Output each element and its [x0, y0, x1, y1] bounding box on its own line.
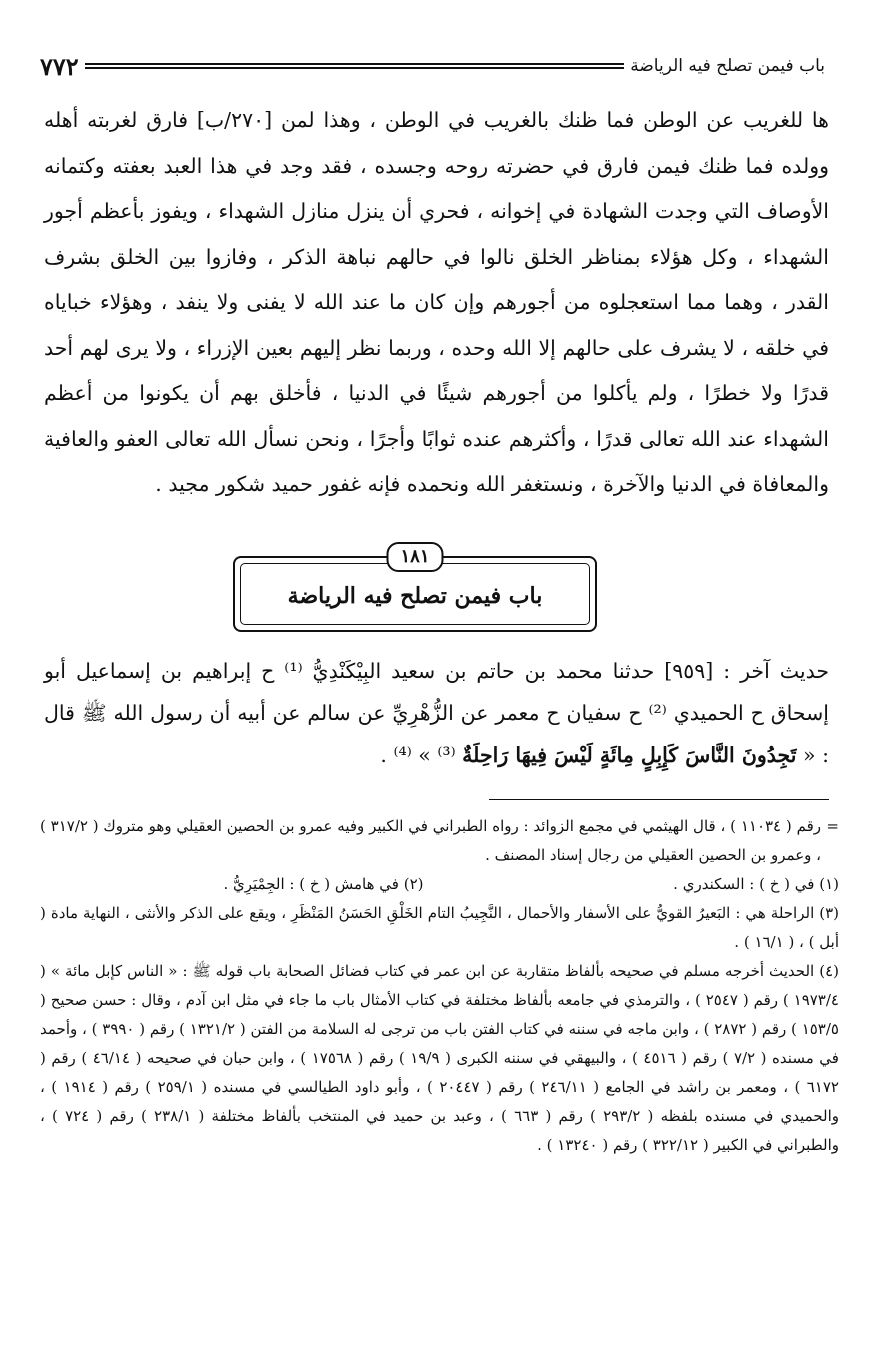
- header-double-rule: [85, 63, 625, 69]
- chapter-number: ١٨١: [386, 542, 443, 572]
- chapter-heading-box: [233, 546, 597, 632]
- hadith-paragraph: [44, 650, 829, 776]
- running-title: باب فيمن تصلح فيه الرياضة: [630, 56, 825, 76]
- main-paragraph: ها للغريب عن الوطن فما ظنك بالغريب في الوطن ، وهذا لمن [٢٧٠/ب] فارق لغربته أهله وولده فما ظنك فيمن فارق في حضرته روحه وجسده ، فقد وجد في هذا العبد بعفته وكتمانه الأوصاف التي وجدت الشهادة في إخوانه ، فحري أن ينزل منازل الشهداء ، ويفوز بأعظم أجور الشهداء ، وكل هؤلاء بمناظر الخلق نالوا في حالهم نباهة الذكر ، وفازوا بين الخلق بشرف القدر ، وهما مما استعجلوه من أجورهم وإن كان ما عند الله لا يفنى ولا ينفد ، وهؤلاء خباياه في خلقه ، لا يشرف على حالهم إلا الله وحده ، وربما نظر إليهم بعين الإزراء ، ولا يرى لهم أحد قدرًا ولا خطرًا ، ولم يأكلوا من أجورهم شيئًا في الدنيا ، فأخلق بهم أن يكونوا من أعظم الشهداء عند الله تعالى قدرًا ، وأكثرهم عنده ثوابًا وأجرًا ، ونحن نسأل الله تعالى العفو والعافية والمعافاة في الدنيا والآخرة ، ونستغفر الله ونحمده فإنه غفور حميد شكور مجيد .: [44, 108, 829, 496]
- footnote-2: (٢) في هامش ( خ ) : الجِمْيَرِيُّ .: [223, 875, 424, 893]
- footnote-row-1-2: [40, 870, 839, 899]
- footnote-continuation: [40, 812, 839, 870]
- footnote-3: (٣) الراحلة هي : البَعيرُ القويُّ على الأسفار والأحمال ، النَّجِيبُ التام الخَلْقِ الحَسَنُ المَنْظَرِ ، ويقع على الذكر والأنثى ، النهاية مادة ( أبل ) ، ( ١٦/١ ) .: [40, 904, 839, 951]
- footnotes: [40, 812, 839, 1160]
- footnote-1: (١) في ( خ ) : السكندري .: [673, 875, 839, 893]
- footnote-4: (٤) الحديث أخرجه مسلم في صحيحه بألفاظ متقاربة عن ابن عمر في كتاب فضائل الصحابة باب قوله ﷺ : « الناس كإبل مائة » ( ١٩٧٣/٤ ) رقم ( ٢٥٤٧ ) ، والترمذي في جامعه بألفاظ مختلفة في كتاب الأمثال باب ما جاء في مثل ابن آدم ، وقال : حسن صحيح ( ١٥٣/٥ ) رقم ( ٢٨٧٢ ) ، وابن ماجه في سننه في كتاب الفتن باب من ترجى له السلامة من الفتن ( ١٣٢١/٢ ) رقم ( ٣٩٩٠ ) ، وأحمد في مسنده ( ٧/٢ ) رقم ( ٤٥١٦ ) ، والبيهقي في سننه الكبرى ( ١٩/٩ ) رقم ( ١٧٥٦٨ ) ، وابن حبان في صحيحه ( ٤٦/١٤ ) رقم ( ٦١٧٢ ) ، ومعمر بن راشد في الجامع ( ٢٤٦/١١ ) رقم ( ٢٠٤٤٧ ) ، وأبو داود الطيالسي في مسنده ( ٢٥٩/١ ) رقم ( ١٩١٤ ) ، والحميدي في مسنده بلفظه ( ٢٩٣/٢ ) رقم ( ٦٦٣ ) ، وعبد بن حميد في المنتخب بألفاظ مختلفة ( ٢٣٨/١ ) رقم ( ٧٢٤ ) ، والطبراني في الكبير ( ٣٢٢/١٢ ) رقم ( ١٣٢٤٠ ) .: [40, 962, 839, 1154]
- continuation-marker: =: [826, 817, 839, 835]
- chapter-title: باب فيمن تصلح فيه الرياضة: [287, 583, 543, 609]
- hadith-block: [44, 650, 829, 776]
- hadith-isnad: حديث آخر : [٩٥٩] حدثنا محمد بن حاتم بن سعيد البِيْكَنْدِيُّ ⁽¹⁾ ح إبراهيم بن إسماعيل أبو إسحاق ح الحميدي ⁽²⁾ ح سفيان ح معمر عن الزُّهْرِيِّ عن سالم عن أبيه أن رسول الله ﷺ قال : «: [44, 659, 829, 767]
- footnote-continuation-text: رقم ( ١١٠٣٤ ) ، قال الهيثمي في مجمع الزوائد : رواه الطبراني في الكبير وفيه عمرو بن الحصين العقيلي وهو متروك ( ٣١٧/٢ ) ، وعمرو بن الحصين العقيلي من رجال إسناد المصنف .: [40, 817, 821, 864]
- running-header: [30, 46, 831, 86]
- page-number: ٧٧٢: [40, 51, 79, 81]
- hadith-matn: تَجِدُونَ النَّاسَ كَإِبِلٍ مِائَةٍ لَيْسَ فِيهَا رَاحِلَةٌ: [462, 743, 797, 767]
- hadith-ending: ⁽³⁾ » ⁽⁴⁾ .: [380, 743, 456, 767]
- main-text: [44, 98, 829, 508]
- footnote-separator: [489, 799, 829, 800]
